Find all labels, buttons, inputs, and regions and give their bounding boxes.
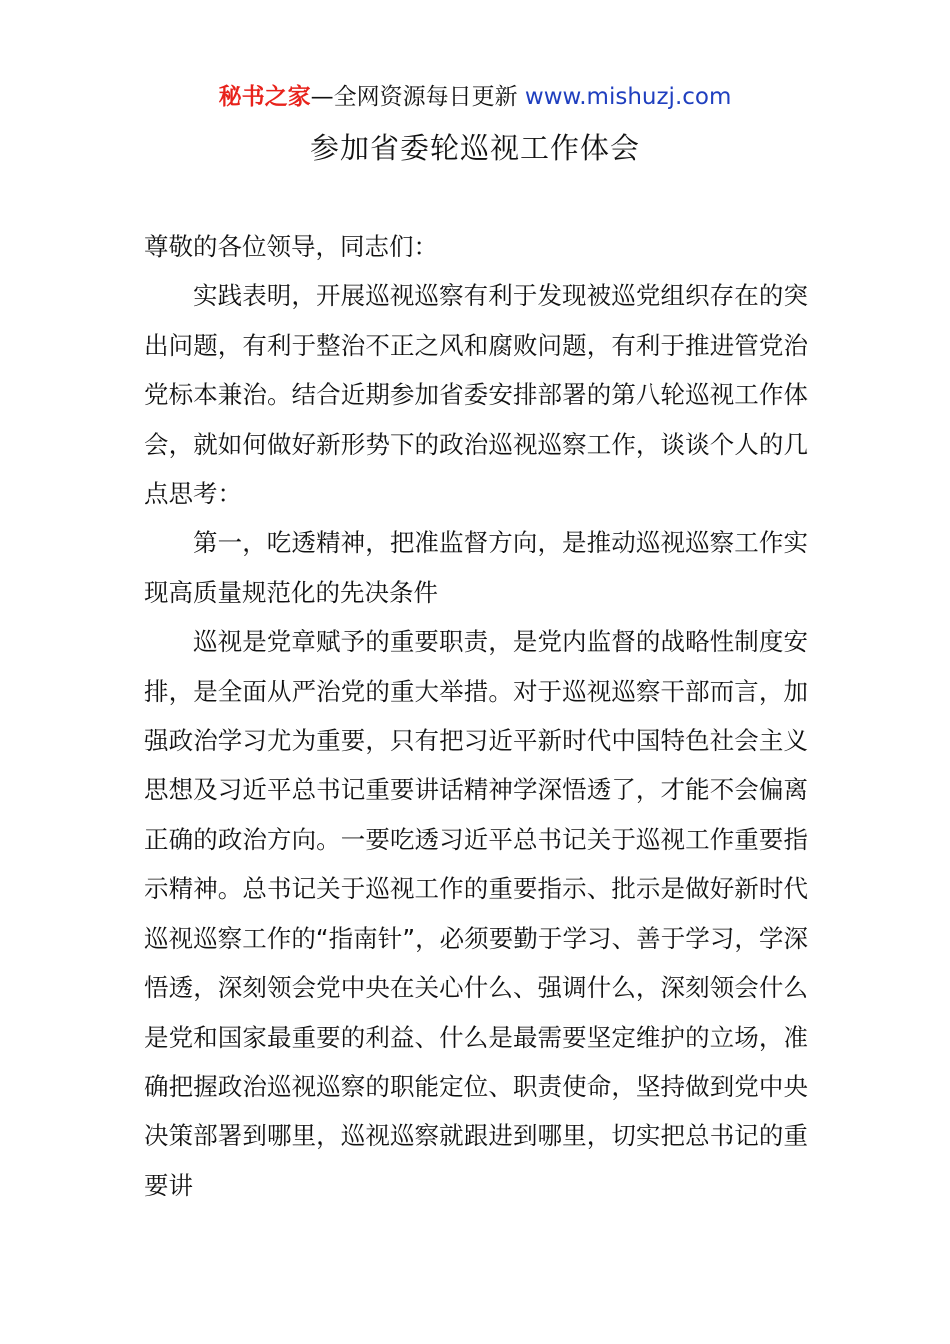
header-tagline: —全网资源每日更新 — [310, 84, 518, 110]
paragraph-intro: 实践表明，开展巡视巡察有利于发现被巡党组织存在的突出问题，有利于整治不正之风和腐败问题，有利于推进管党治党标本兼治。结合近期参加省委安排部署的第八轮巡视工作体会，就如何做好新形势下的政治巡视巡察工作，谈谈个人的几点思考： — [144, 281, 808, 509]
salutation: 尊敬的各位领导，同志们： — [144, 232, 438, 261]
paragraph-body: 巡视是党章赋予的重要职责，是党内监督的战略性制度安排，是全面从严治党的重大举措。对于巡视巡察干部而言，加强政治学习尤为重要，只有把习近平新时代中国特色社会主义思想及习近平总书记重要讲话精神学深悟透了，才能不会偏离正确的政治方向。一要吃透习近平总书记关于巡视工作重要指示精神。总书记关于巡视工作的重要指示、批示是做好新时代巡视巡察工作的“指南针”，必须要勤于学习、善于学习，学深悟透，深刻领会党中央在关心什么、强调什么，深刻领会什么是党和国家最重要的利益、什么是最需要坚定维护的立场，准确把握政治巡视巡察的职能定位、职责使命，坚持做到党中央决策部署到哪里，巡视巡察就跟进到哪里，切实把总书记的重要讲 — [144, 627, 808, 1200]
site-url-link[interactable]: www.mishuzj.com — [524, 84, 732, 110]
document-body — [144, 222, 808, 1210]
section-heading-first: 第一，吃透精神，把准监督方向，是推动巡视巡察工作实现高质量规范化的先决条件 — [144, 528, 808, 607]
site-header — [0, 80, 950, 114]
document-title: 参加省委轮巡视工作体会 — [309, 131, 640, 165]
brand-name[interactable]: 秘书之家 — [218, 84, 311, 110]
